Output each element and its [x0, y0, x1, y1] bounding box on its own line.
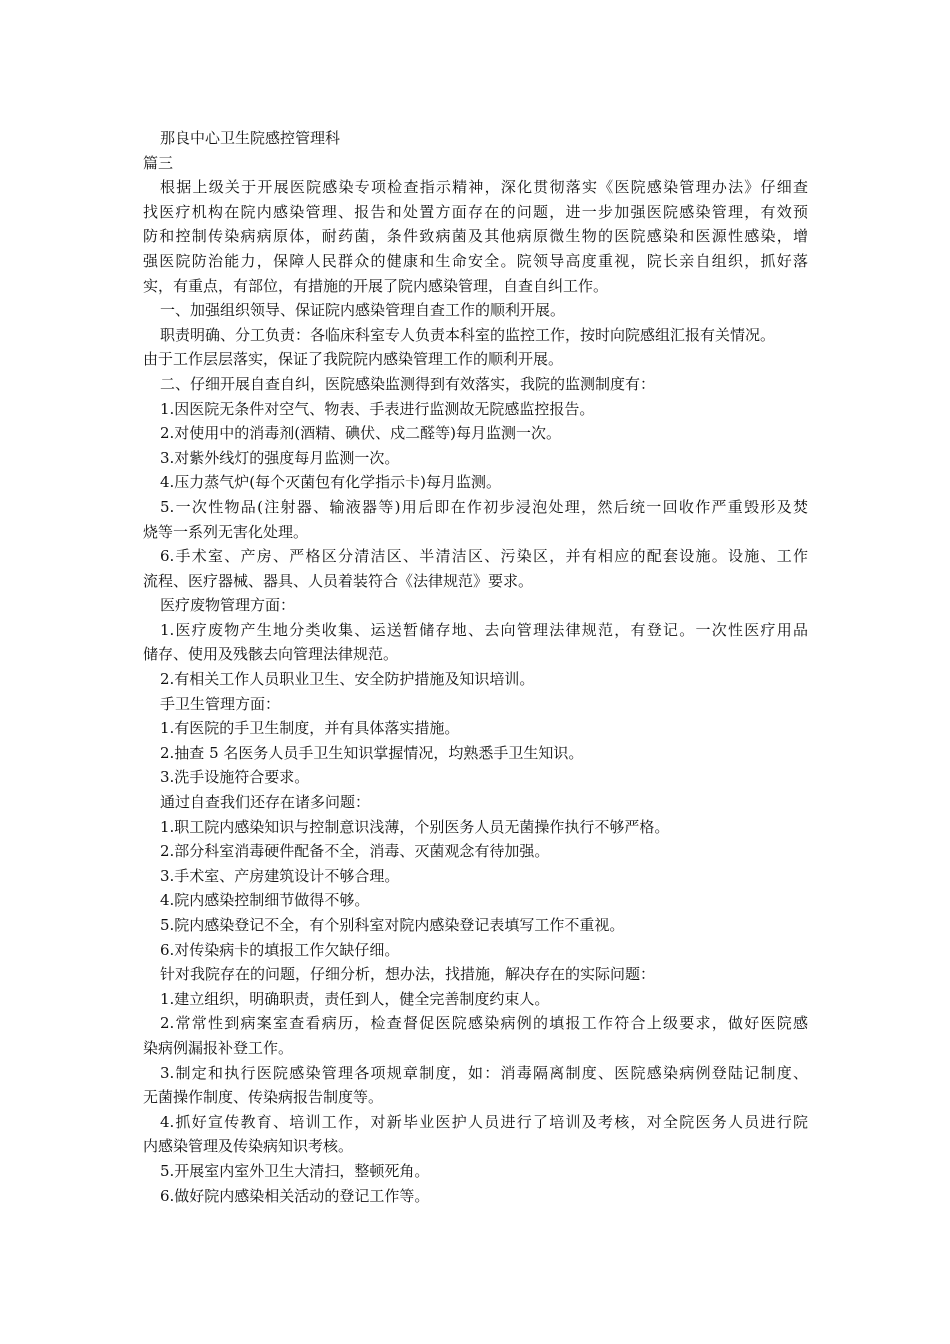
- text-line: 1.因医院无条件对空气、物表、手表进行监测故无院感监控报告。: [160, 399, 595, 418]
- text-line: 找医疗机构在院内感染管理、报告和处置方面存在的问题，进一步加强医院感染管理，有效预: [143, 202, 808, 221]
- text-line: 1.建立组织，明确职责，责任到人，健全完善制度约束人。: [160, 989, 550, 1008]
- text-line: 3.洗手设施符合要求。: [160, 768, 310, 787]
- text-line: 由于工作层层落实，保证了我院院内感染管理工作的顺利开展。: [143, 350, 564, 369]
- text-line: 无菌操作制度、传染病报告制度等。: [143, 1088, 384, 1107]
- text-line: 储存、使用及残骸去向管理法律规范。: [143, 645, 399, 664]
- text-line: 5.开展室内室外卫生大清扫，整顿死角。: [160, 1161, 430, 1180]
- document-body: [143, 126, 808, 1208]
- text-line: 4.院内感染控制细节做得不够。: [160, 891, 370, 910]
- text-line: 二、仔细开展自查自纠，医院感染监测得到有效落实，我院的监测制度有：: [160, 374, 656, 393]
- text-line: 内感染管理及传染病知识考核。: [143, 1137, 354, 1156]
- text-line: 5.院内感染登记不全，有个别科室对院内感染登记表填写工作不重视。: [160, 916, 625, 934]
- text-line: 4.压力蒸气炉(每个灭菌包有化学指示卡)每月监测。: [160, 473, 502, 492]
- text-line: 5.一次性物品(注射器、输液器等)用后即在作初步浸泡处理，然后统一回收作严重毁形及焚: [160, 497, 808, 516]
- section-title: 篇三: [143, 153, 174, 172]
- text-line: 一、加强组织领导、保证院内感染管理自查工作的顺利开展。: [160, 301, 566, 320]
- text-line: 2.常常性到病案室查看病历，检查督促医院感染病例的填报工作符合上级要求，做好医院感: [160, 1014, 808, 1033]
- text-line: 实，有重点，有部位，有措施的开展了院内感染管理，自查自纠工作。: [143, 276, 609, 295]
- paragraph-lines: [143, 175, 808, 1208]
- text-line: 职责明确、分工负责：各临床科室专人负责本科室的监控工作，按时向院感组汇报有关情况。: [160, 325, 776, 344]
- text-line: 3.制定和执行医院感染管理各项规章制度，如：消毒隔离制度、医院感染病例登陆记制度、: [160, 1063, 808, 1082]
- text-line: 根据上级关于开展医院感染专项检查指示精神，深化贯彻落实《医院感染管理办法》仔细查: [160, 178, 808, 197]
- document-header: 那良中心卫生院感控管理科: [160, 129, 341, 147]
- text-line: 1.职工院内感染知识与控制意识浅薄，个别医务人员无菌操作执行不够严格。: [160, 817, 670, 836]
- text-line: 流程、医疗器械、器具、人员着装符合《法律规范》要求。: [143, 571, 534, 590]
- text-line: 3.对紫外线灯的强度每月监测一次。: [160, 448, 400, 467]
- text-line: 6.对传染病卡的填报工作欠缺仔细。: [160, 940, 400, 959]
- text-line: 2.抽查 5 名医务人员手卫生知识掌握情况，均熟悉手卫生知识。: [160, 743, 584, 762]
- text-line: 1.有医院的手卫生制度，并有具体落实措施。: [160, 719, 460, 738]
- text-line: 1.医疗废物产生地分类收集、运送暂储存地、去向管理法律规范，有登记。一次性医疗用品: [160, 620, 808, 639]
- text-line: 烧等一系列无害化处理。: [143, 522, 309, 541]
- text-line: 强医院防治能力，保障人民群众的健康和生命安全。院领导高度重视，院长亲自组织，抓好落: [143, 251, 808, 270]
- text-line: 防和控制传染病病原体，耐药菌，条件致病菌及其他病原微生物的医院感染和医源性感染，增: [143, 227, 808, 246]
- text-line: 2.部分科室消毒硬件配备不全，消毒、灭菌观念有待加强。: [160, 842, 550, 861]
- text-line: 针对我院存在的问题，仔细分析，想办法，找措施，解决存在的实际问题：: [160, 965, 656, 984]
- text-line: 6.手术室、产房、严格区分清洁区、半清洁区、污染区，并有相应的配套设施。设施、工作: [160, 547, 808, 566]
- text-line: 6.做好院内感染相关活动的登记工作等。: [160, 1186, 430, 1205]
- text-line: 2.对使用中的消毒剂(酒精、碘伏、戍二醛等)每月监测一次。: [160, 424, 562, 443]
- text-line: 通过自查我们还存在诸多问题：: [160, 793, 371, 812]
- text-line: 2.有相关工作人员职业卫生、安全防护措施及知识培训。: [160, 670, 535, 689]
- text-line: 3.手术室、产房建筑设计不够合理。: [160, 866, 400, 885]
- text-line: 医疗废物管理方面：: [160, 596, 296, 615]
- text-line: 手卫生管理方面：: [160, 694, 281, 713]
- text-line: 染病例漏报补登工作。: [143, 1038, 294, 1057]
- text-line: 4.抓好宣传教育、培训工作，对新毕业医护人员进行了培训及考核，对全院医务人员进行院: [160, 1112, 808, 1131]
